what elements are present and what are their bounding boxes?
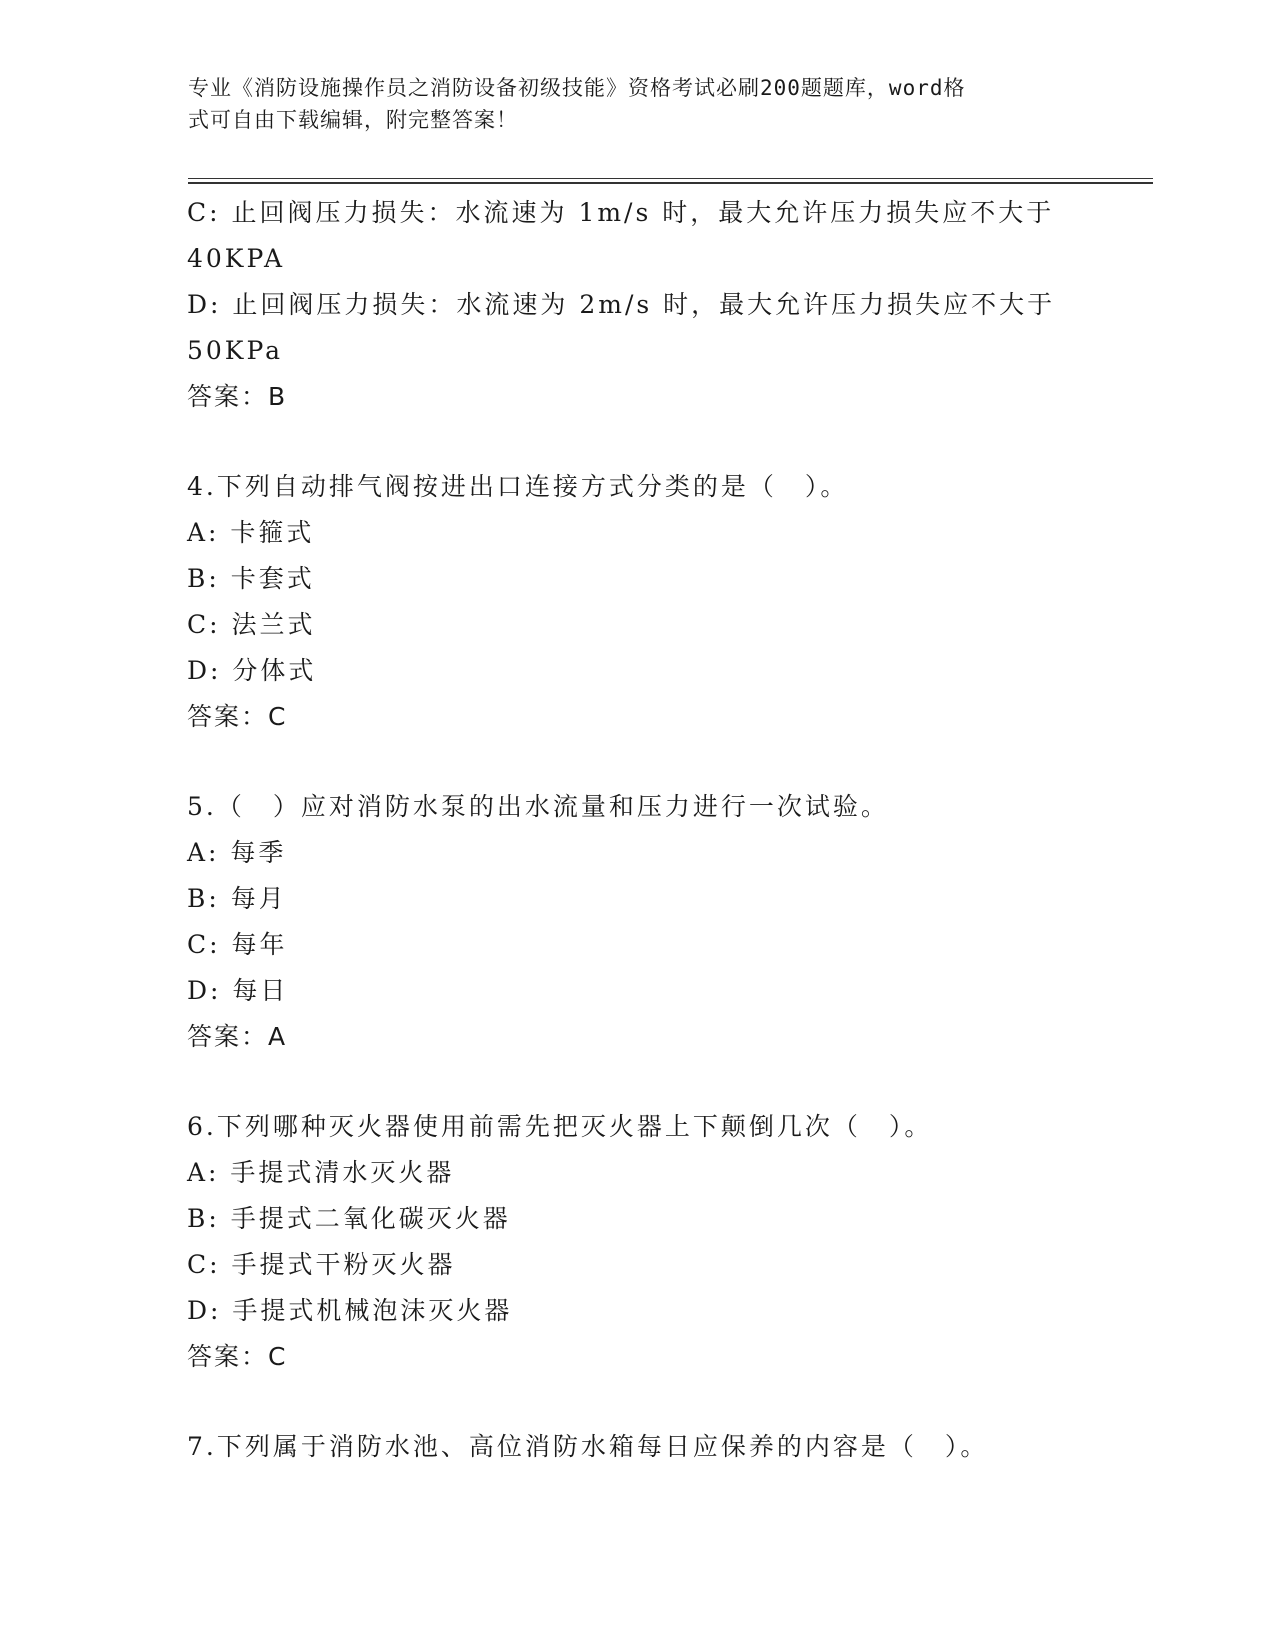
option-c-line-1: C: 止回阀压力损失：水流速为 1m/s 时，最大允许压力损失应不大于 <box>187 198 1055 227</box>
option-c: C: 法兰式 <box>187 610 316 639</box>
question-stem: 5.（ ）应对消防水泵的出水流量和压力进行一次试验。 <box>187 792 889 821</box>
spacer <box>187 420 1087 464</box>
spacer <box>187 1060 1087 1104</box>
question-stem: 4.下列自动排气阀按进出口连接方式分类的是（ ）。 <box>187 472 849 501</box>
spacer <box>187 740 1087 784</box>
option-b: B: 手提式二氧化碳灭火器 <box>187 1204 511 1233</box>
answer-text: 答案：C <box>187 702 288 731</box>
question-6 <box>187 1104 1087 1380</box>
question-3-continued <box>187 190 1087 420</box>
option-a: A: 手提式清水灭火器 <box>187 1158 455 1187</box>
option-c: C: 每年 <box>187 930 288 959</box>
option-d: D: 手提式机械泡沫灭火器 <box>187 1296 513 1325</box>
option-a: A: 每季 <box>187 838 287 867</box>
question-stem: 6.下列哪种灭火器使用前需先把灭火器上下颠倒几次（ ）。 <box>187 1112 933 1141</box>
option-d: D: 每日 <box>187 976 289 1005</box>
option-b: B: 卡套式 <box>187 564 315 593</box>
spacer <box>187 1380 1087 1424</box>
question-5 <box>187 784 1087 1060</box>
question-list <box>187 190 1087 1470</box>
document-header <box>188 72 1068 136</box>
header-divider-thin <box>188 178 1153 179</box>
answer-text: 答案：A <box>187 1022 288 1051</box>
question-7 <box>187 1424 1087 1470</box>
option-d-line-1: D: 止回阀压力损失：水流速为 2m/s 时，最大允许压力损失应不大于 <box>187 290 1056 319</box>
header-line-2: 式可自由下载编辑，附完整答案！ <box>188 108 518 132</box>
option-c: C: 手提式干粉灭火器 <box>187 1250 456 1279</box>
option-d-line-2: 50KPa <box>187 336 284 365</box>
question-stem: 7.下列属于消防水池、高位消防水箱每日应保养的内容是（ ）。 <box>187 1432 989 1461</box>
question-4 <box>187 464 1087 740</box>
option-b: B: 每月 <box>187 884 287 913</box>
answer-text: 答案：C <box>187 1342 288 1371</box>
option-c-line-2: 40KPA <box>187 244 286 273</box>
header-line-1: 专业《消防设施操作员之消防设备初级技能》资格考试必刷200题题库，word格 <box>188 76 966 100</box>
answer-text: 答案：B <box>187 382 288 411</box>
header-divider-thick <box>188 182 1153 184</box>
option-d: D: 分体式 <box>187 656 317 685</box>
option-a: A: 卡箍式 <box>187 518 315 547</box>
